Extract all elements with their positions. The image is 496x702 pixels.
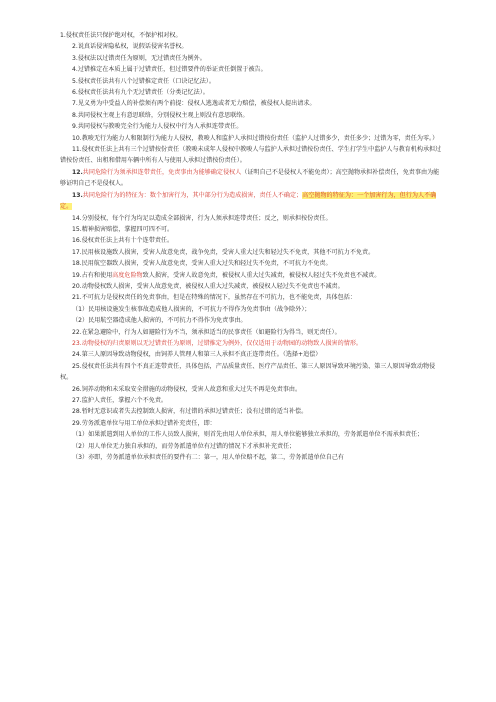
item-17: 17.民用核设施致人损害，受害人故意免责，战争免责，受害人重大过失和轻过失不免责，其他不可抗力不免责。 — [72, 248, 375, 256]
item-12 — [60, 167, 442, 190]
item-19-red: 高度危险物 — [112, 271, 143, 279]
item-29-sub-1: （1）如果派遣到用人单位的工作人员致人损害，则首先由用人单位承担，用人单位能够独立承担的，劳务派遣单位不需承担责任； — [72, 431, 424, 439]
item-13 — [60, 190, 442, 213]
item-21: 21.不可抗力是侵权责任的免责事由，但是在特殊的情况下，虽然存在不可抗力，也不能免责，具体包括： — [72, 294, 356, 302]
item-9: 9.共同侵权与教唆完全行为能力人侵权中行为人承担连带责任。 — [72, 123, 243, 131]
item-25: 25.侵权责任法共有四个不真正连带责任，具体包括，产品质量责任、医疗产品责任、第三人原因导致环境污染、第三人原因导致动物侵权。 — [60, 362, 436, 382]
item-12-number: 12. — [72, 168, 83, 176]
item-3: 3.侵权法以过错责任为原则，无过错责任为例外。 — [72, 54, 206, 62]
item-2: 2.说真话侵害隐私权，说假话侵害名誉权。 — [72, 43, 188, 51]
item-20: 20.动物侵权致人损害，受害人故意免责，被侵权人重大过失减责，被侵权人轻过失不免责也不减责。 — [72, 282, 344, 290]
item-6: 6.侵权责任法共有九个无过错责任（分类记忆法）。 — [72, 89, 209, 97]
item-19-rest: 致人损害，受害人故意免责，被侵权人重大过失减责，被侵权人轻过失不免责也不减责。 — [142, 271, 381, 279]
item-28: 28.暂时无意识或者失去控制致人损害，有过错的承担过错责任；没有过错的适当补偿。 — [72, 408, 308, 416]
item-13-red: 共同危险行为的特征为：数个加害行为，其中部分行为造成损害，责任人不确定； — [82, 191, 303, 199]
item-1: 1.侵权责任法只保护绝对权，不保护相对权。 — [60, 32, 182, 39]
item-13-highlight: 高空抛物的特征为：一个加害行为，但行为人不确定。 — [60, 191, 437, 211]
item-10: 10.教唆无行为能力人和限制行为能力人侵权，教唆人和监护人承担过错按份责任（监护人过错多少，责任多少；过错为零，责任为零。） — [72, 134, 439, 142]
item-8: 8.共同侵权主观上有意思联络，分别侵权主观上则没有意思联络。 — [72, 111, 249, 119]
item-23: 23.动物侵权的归责原则以无过错责任为原则，过错推定为例外，仅仅适用于动物园的动物致人损害的情形。 — [72, 339, 363, 347]
item-18: 18.民用航空器致人损害，受害人故意免责，受害人重大过失和轻过失不免责，不可抗力不免责。 — [72, 260, 332, 268]
item-21-sub-2: （2）民用航空器造成他人损害的，不可抗力不得作为免责事由。 — [72, 317, 247, 325]
item-19-start: 19.占有和使用 — [72, 271, 113, 279]
item-11: 11.侵权责任法上共有三个过错按份责任（教唆未成年人侵权中教唆人与监护人承担过错按份责任、学生打学生中监护人与教育机构承担过错按份责任、出租和借用车辆中所有人与使用人承担过错按份责任）。 — [60, 146, 442, 165]
item-5: 5.侵权责任法共有八个过错推定责任（口诀记忆法）。 — [72, 77, 215, 85]
item-7: 7.见义勇为中受益人的补偿须有两个前提：侵权人逃逸或者无力赔偿，被侵权人提出请求。 — [72, 100, 316, 108]
item-24: 24.第三人原因导致动物侵权，由饲养人管理人和第三人承担不真正连带责任。（选择+追偿） — [72, 351, 322, 359]
item-29-sub-3: （3）亦即，劳务派遣单位承担责任的要件有二：第一，用人单位赔不起，第二，劳务派遣单位自己有 — [72, 454, 345, 462]
item-15: 15.精神损害赔偿，掌握四可四不可。 — [72, 225, 174, 233]
item-13-number: 13. — [72, 191, 83, 199]
item-21-sub-1: （1）民用核设施发生核事故造成他人损害的，不可抗力不得作为免责事由（战争除外）； — [72, 305, 311, 313]
item-14: 14.分别侵权，每个行为均足以造成全部损害，行为人须承担连带责任；反之，则承担按份责任。 — [72, 214, 332, 222]
item-22: 22.在紧急避险中，行为人如避险行为不当，须承担适当的民事责任（如避险行为得当，则无责任）。 — [72, 328, 341, 336]
item-19 — [60, 270, 442, 281]
item-12-red: 共同危险行为须承担连带责任，免责事由为能够确定侵权人 — [82, 168, 242, 176]
item-29-sub-2: （2）用人单位无力独自承担的，而劳务派遣单位有过错的情况下才承担补充责任； — [72, 442, 296, 450]
item-27: 27.监护人责任，掌握六个不免责。 — [72, 397, 168, 404]
item-12-rest: （证明自己不是侵权人不能免责）；高空抛物承担补偿责任，免责事由为能够证明自己不是侵权人。 — [60, 168, 440, 188]
document-page — [60, 30, 442, 463]
item-26: 26.饲养动物和未采取安全措施的动物侵权，受害人故意和重大过失不再是免责事由。 — [72, 385, 302, 393]
item-4: 4.过错推定在本质上属于过错责任，但过错要件的举证责任倒置于被告。 — [72, 66, 267, 74]
item-16: 16.侵权责任法上共有十个连带责任。 — [72, 237, 174, 245]
item-29: 29.劳务派遣单位与用工单位承担过错补充责任，即： — [72, 419, 216, 427]
